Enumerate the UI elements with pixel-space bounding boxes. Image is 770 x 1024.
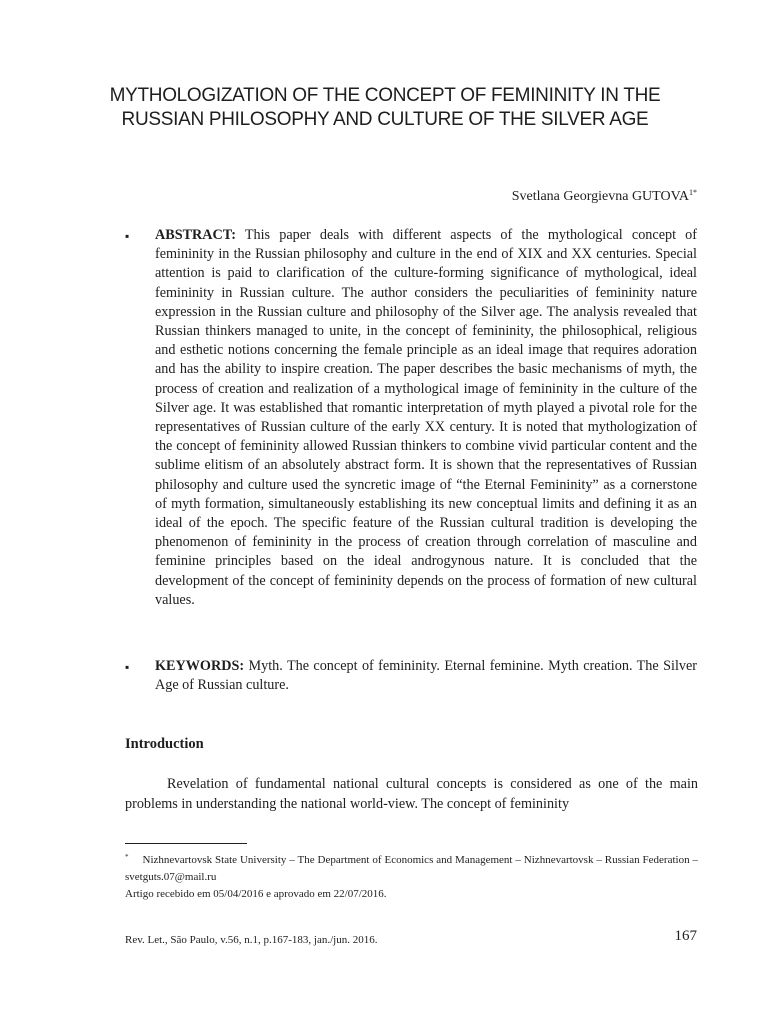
keywords-text: Myth. The concept of femininity. Eternal feminine. Myth creation. The Silver Age of Russian culture. (155, 658, 698, 694)
abstract-label: ABSTRACT: (155, 227, 236, 243)
title-line-1: MYTHOLOGIZATION OF THE CONCEPT OF FEMININITY IN THE (109, 85, 661, 106)
abstract-paragraph (155, 226, 697, 610)
footnote-divider (125, 843, 247, 844)
keywords-bullet: ▪ (125, 660, 130, 674)
author-name-text: Svetlana Georgievna GUTOVA (511, 189, 689, 204)
author-footnote-mark: 1* (689, 188, 697, 197)
keywords-label: KEYWORDS: (155, 658, 245, 674)
introduction-paragraph: Revelation of fundamental national cultural concepts is considered as one of the main problems in understanding the national world-view. The concept of femininity (125, 776, 698, 812)
received-date-note: Artigo recebido em 05/04/2016 e aprovado em 22/07/2016. (125, 888, 387, 900)
paper-title (80, 84, 690, 132)
author-name (512, 188, 697, 205)
running-citation: Rev. Let., São Paulo, v.56, n.1, p.167-183, jan./jun. 2016. (125, 934, 378, 946)
page-number: 167 (674, 928, 697, 944)
footnote-mark: * (125, 853, 129, 861)
keywords-paragraph (155, 657, 697, 695)
section-heading-introduction: Introduction (125, 736, 204, 752)
footnote (125, 849, 698, 886)
abstract-bullet: ▪ (125, 229, 130, 243)
abstract-text: This paper deals with different aspects of the mythological concept of femininity in the Russian philosophy and culture in the end of XIX and XX centuries. Special attention is paid to clarification of the culture-forming significance of mythological, ideal femininity in Russian culture. The author considers the peculiarities of femininity nature expression in the Russian culture and philosophy of the Silver age. The analysis revealed that Russian thinkers managed to unite, in the concept of femininity, the philosophical, religious and esthetic notions concerning the female principle as an ideal image that requires adoration and has the ability to inspire creation. The paper describes the basic mechanisms of myth, the process of creation and realization of a mythological image of femininity in the culture of the Silver age. It was established that romantic interpretation of myth played a pivotal role for the representatives of Russian culture of the early XX century. It is noted that mythologization of the concept of femininity allowed Russian thinkers to combine vivid particular content and the sublime elitism of an absolutely abstract form. It is shown that the representatives of Russian philosophy and culture used the syncretic image of “the Eternal Femininity” as a cornerstone of myth formation, simultaneously establishing its new conceptual limits and defining it as an ideal of the epoch. The specific feature of the Russian cultural tradition is developing the phenomenon of femininity in the process of creation through correlation of masculine and feminine principles based on the ideal androgynous nature. It is concluded that the development of the concept of femininity depends on the process of formation of new cultural values. (155, 227, 697, 608)
footnote-text: Nizhnevartovsk State University – The Department of Economics and Management – Nizhnevartovsk – Russian Federation – svetguts.07@mail.ru (125, 854, 698, 883)
title-line-2: RUSSIAN PHILOSOPHY AND CULTURE OF THE SILVER AGE (121, 109, 649, 130)
